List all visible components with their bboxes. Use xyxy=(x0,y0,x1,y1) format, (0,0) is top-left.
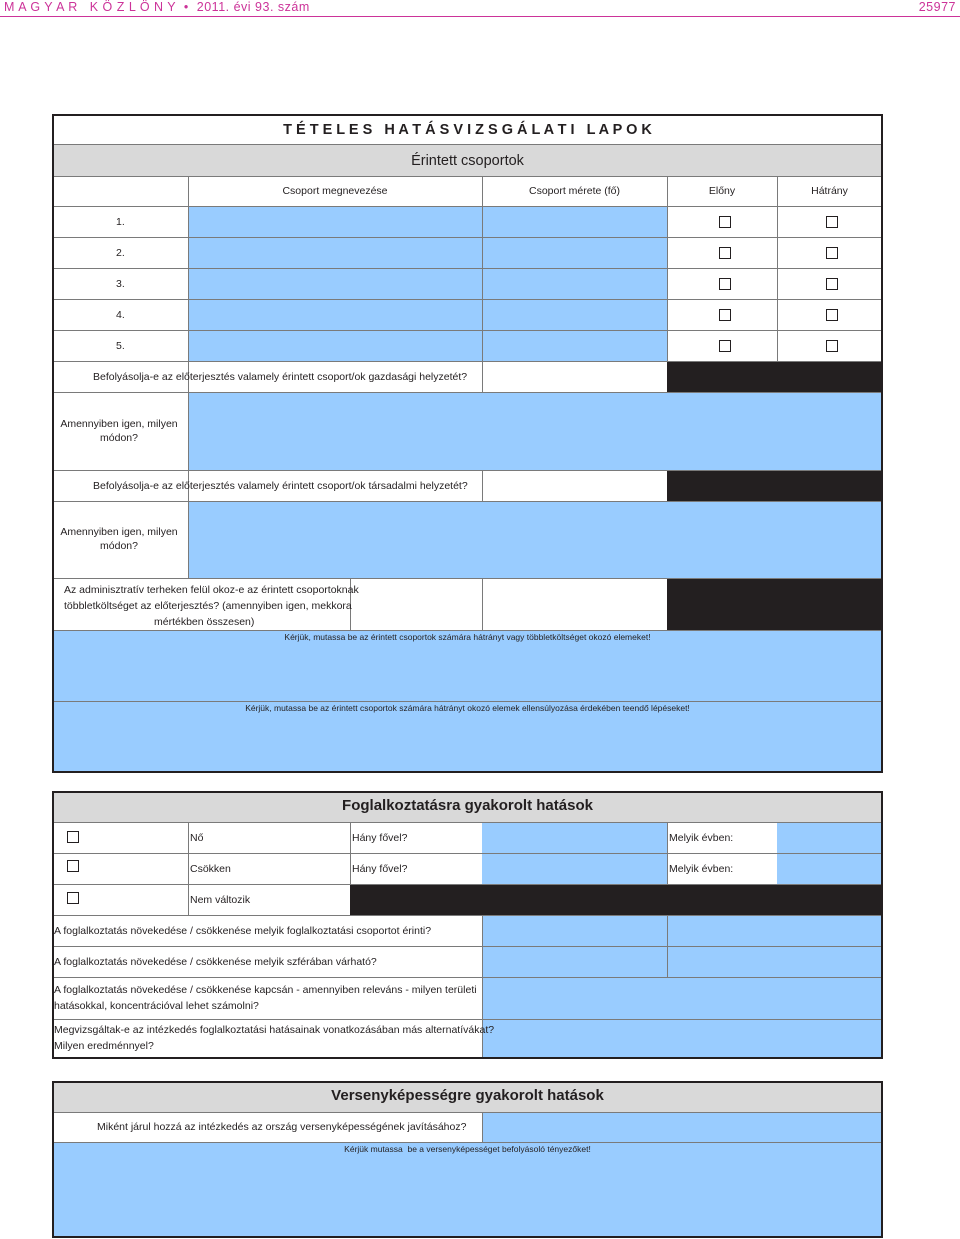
competitiveness-note: Kérjük mutassa be a versenyképességet befolyásoló tényezőket! xyxy=(344,1144,591,1154)
how-label-line: Amennyiben igen, milyen xyxy=(60,418,178,430)
disadvantage-checkbox-5[interactable] xyxy=(826,340,838,352)
increase-label: Nő xyxy=(190,832,204,844)
question-line: Az adminisztratív terheken felül okoz-e az érintett csoportoknak xyxy=(64,584,359,596)
question-line: hatásokkal, koncentrációval lehet számolni? xyxy=(54,1000,259,1012)
question-line: többletköltséget az előterjesztés? (amennyiben igen, mekkora xyxy=(64,600,352,612)
header-bullet: • xyxy=(183,0,189,14)
admin-cost-question xyxy=(64,582,359,630)
which-year-label: Melyik évben: xyxy=(669,863,734,875)
question-line: mértékben összesen) xyxy=(154,616,255,628)
row-number: 5. xyxy=(116,340,125,352)
disadvantage-checkbox-4[interactable] xyxy=(826,309,838,321)
section2-title: Foglalkoztatásra gyakorolt hatások xyxy=(342,797,593,814)
journal-issue: 2011. évi 93. szám xyxy=(196,0,310,14)
advantage-checkbox-5[interactable] xyxy=(719,340,731,352)
compensation-note: Kérjük, mutassa be az érintett csoportok számára hátrányt okozó elemek ellensúlyozása érdekében teendő lépéseket! xyxy=(245,703,690,713)
employment-sector-question: A foglalkoztatás növekedése / csökkenése melyik szférában várható? xyxy=(54,956,377,968)
question-line: A foglalkoztatás növekedése / csökkenése kapcsán - amennyiben releváns - milyen területi xyxy=(54,984,477,996)
journal-title: M A G Y A R K Ö Z L Ö N Y xyxy=(4,0,176,14)
page-number: 25977 xyxy=(918,0,956,14)
row-number: 1. xyxy=(116,216,125,228)
disadvantage-checkbox-1[interactable] xyxy=(826,216,838,228)
advantage-checkbox-2[interactable] xyxy=(719,247,731,259)
col-header-name: Csoport megnevezése xyxy=(282,185,388,197)
question-line: Milyen eredménnyel? xyxy=(54,1040,154,1052)
journal-header xyxy=(4,0,310,14)
col-header-advantage: Előny xyxy=(708,185,736,197)
how-many-label: Hány fővel? xyxy=(352,832,408,844)
how-label-line: módon? xyxy=(100,540,138,552)
advantage-checkbox-1[interactable] xyxy=(719,216,731,228)
advantage-checkbox-4[interactable] xyxy=(719,309,731,321)
how-label-line: módon? xyxy=(100,432,138,444)
row-number: 3. xyxy=(116,278,125,290)
advantage-checkbox-3[interactable] xyxy=(719,278,731,290)
social-how-label xyxy=(53,525,185,553)
row-number: 4. xyxy=(116,309,125,321)
competitiveness-question: Miként járul hozzá az intézkedés az ország versenyképességének javításához? xyxy=(97,1121,467,1133)
decrease-checkbox[interactable] xyxy=(67,860,79,872)
disadvantage-note: Kérjük, mutassa be az érintett csoportok számára hátrányt vagy többletköltséget okozó elemeket! xyxy=(284,632,651,642)
which-year-label: Melyik évben: xyxy=(669,832,734,844)
header-rule xyxy=(0,16,960,17)
row-number: 2. xyxy=(116,247,125,259)
economic-how-label xyxy=(53,417,185,445)
disadvantage-checkbox-3[interactable] xyxy=(826,278,838,290)
economic-question: Befolyásolja-e az előterjesztés valamely érintett csoport/ok gazdasági helyzetét? xyxy=(93,371,468,383)
decrease-label: Csökken xyxy=(190,863,231,875)
col-header-size: Csoport mérete (fő) xyxy=(528,185,621,197)
question-line: Megvizsgáltak-e az intézkedés foglalkoztatási hatásainak vonatkozásában más alternatívákat? xyxy=(54,1024,495,1036)
section1-subtitle: Érintett csoportok xyxy=(411,153,524,169)
alternatives-question xyxy=(54,1022,494,1054)
nochange-checkbox[interactable] xyxy=(67,892,79,904)
how-label-line: Amennyiben igen, milyen xyxy=(60,526,178,538)
col-header-disadvantage: Hátrány xyxy=(811,185,848,197)
disadvantage-checkbox-2[interactable] xyxy=(826,247,838,259)
employment-group-question: A foglalkoztatás növekedése / csökkenése melyik foglalkoztatási csoportot érinti? xyxy=(54,925,432,937)
section1-title: T É T E L E S H A T Á S V I Z S G Á L A T I L A P O K xyxy=(283,122,652,138)
how-many-label: Hány fővel? xyxy=(352,863,408,875)
nochange-label: Nem változik xyxy=(190,894,251,906)
social-question: Befolyásolja-e az előterjesztés valamely érintett csoport/ok társadalmi helyzetét? xyxy=(93,480,468,492)
increase-checkbox[interactable] xyxy=(67,831,79,843)
section3-title: Versenyképességre gyakorolt hatások xyxy=(331,1087,604,1104)
regional-effects-question xyxy=(54,982,477,1014)
